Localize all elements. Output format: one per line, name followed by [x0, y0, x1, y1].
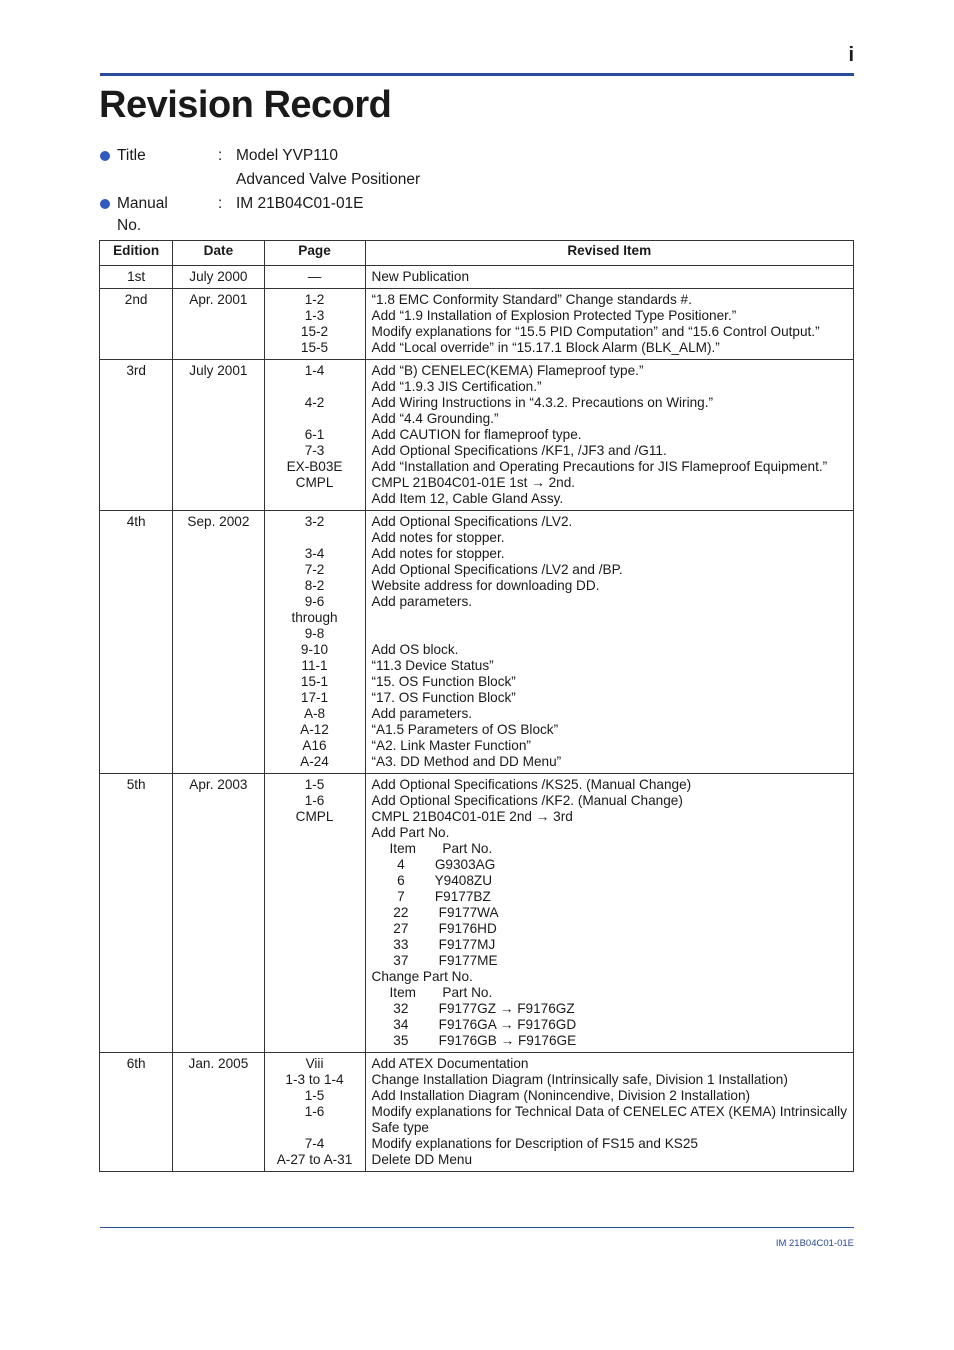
page-number: i: [848, 44, 854, 66]
revision-table-body: [100, 266, 854, 1172]
revised-item: 34 F9176GA → F9176GD: [389, 1017, 577, 1032]
page-ref: 9-6: [304, 594, 325, 609]
revised-item: Add “Installation and Operating Precautions for JIS Flameproof Equipment.”: [371, 459, 828, 474]
page-ref: 1-3: [304, 308, 325, 323]
page-ref: 6-1: [304, 427, 325, 442]
revised-item: Add “1.9.3 JIS Certification.”: [371, 379, 542, 394]
revised-item: Add ATEX Documentation: [371, 1056, 529, 1071]
page-cell: [264, 1053, 365, 1172]
revised-item: Add Optional Specifications /KF1, /JF3 and /G11.: [371, 443, 667, 458]
table-row: [100, 774, 854, 1053]
revised-item: 37 F9177ME: [389, 953, 498, 968]
revised-item: Add Wiring Instructions in “4.3.2. Precautions on Wiring.”: [371, 395, 714, 410]
page-ref: 1-2: [304, 292, 325, 307]
page-cell: [264, 266, 365, 289]
page-title: Revision Record: [99, 84, 392, 126]
revised-item: Add Optional Specifications /LV2.: [371, 514, 573, 529]
page-ref: 1-3 to 1-4: [285, 1072, 344, 1087]
table-header-row: [100, 241, 854, 266]
edition-cell: 4th: [100, 511, 173, 774]
date-cell: Apr. 2001: [173, 289, 264, 360]
revised-item: Safe type: [371, 1120, 429, 1135]
page-ref: 3-4: [304, 546, 325, 561]
table-row: [100, 266, 854, 289]
page-ref: 1-5: [304, 777, 325, 792]
header-date: Date: [173, 241, 264, 266]
header-revised-item: Revised Item: [365, 241, 853, 266]
page-ref: 4-2: [304, 395, 325, 410]
revised-item: Modify explanations for Description of FS15 and KS25: [371, 1136, 698, 1151]
revised-item: “A2. Link Master Function”: [371, 738, 531, 753]
page-ref: A16: [302, 738, 327, 753]
revised-item: Add Optional Specifications /KS25. (Manual Change): [371, 777, 692, 792]
revised-item: “15. OS Function Block”: [371, 674, 516, 689]
edition-cell: 1st: [100, 266, 173, 289]
page-ref: [267, 411, 363, 427]
page-ref: 8-2: [304, 578, 325, 593]
revised-item: Add Optional Specifications /LV2 and /BP.: [371, 562, 623, 577]
header-page: Page: [264, 241, 365, 266]
revised-item: Add Optional Specifications /KF2. (Manual Change): [371, 793, 683, 808]
page-ref: [267, 530, 363, 546]
revised-item: 27 F9176HD: [389, 921, 497, 936]
revised-item: CMPL 21B04C01-01E 1st → 2nd.: [371, 475, 576, 490]
revised-item: Item Part No.: [389, 841, 493, 856]
page-ref: 15-1: [300, 674, 329, 689]
manual-value: IM 21B04C01-01E: [236, 195, 364, 212]
page-ref: —: [307, 269, 322, 284]
table-row: [100, 289, 854, 360]
revised-item: New Publication: [371, 269, 470, 284]
revised-item: Add Installation Diagram (Nonincendive, Division 2 Installation): [371, 1088, 751, 1103]
page-ref: [267, 491, 363, 507]
page-ref: 15-2: [300, 324, 329, 339]
revised-item: Item Part No.: [389, 985, 493, 1000]
page-ref: 1-5: [304, 1088, 325, 1103]
page-ref: A-27 to A-31: [276, 1152, 353, 1167]
page-ref: A-8: [303, 706, 326, 721]
revised-item: 4 G9303AG: [389, 857, 496, 872]
page-ref: 1-6: [304, 793, 325, 808]
revised-item: [372, 626, 847, 642]
page-ref: 9-8: [304, 626, 325, 641]
page-ref: 1-6: [304, 1104, 325, 1119]
revised-item: Add notes for stopper.: [371, 530, 505, 545]
table-row: [100, 1053, 854, 1172]
date-cell: July 2001: [173, 360, 264, 511]
edition-cell: 6th: [100, 1053, 173, 1172]
page-ref: 11-1: [301, 658, 328, 673]
revised-item: Modify explanations for “15.5 PID Computation” and “15.6 Control Output.”: [371, 324, 820, 339]
revised-item-cell: [365, 511, 853, 774]
page-ref: [267, 1120, 363, 1136]
revised-item: Add “B) CENELEC(KEMA) Flameproof type.”: [371, 363, 644, 378]
revised-item: 33 F9177MJ: [389, 937, 496, 952]
date-cell: Sep. 2002: [173, 511, 264, 774]
page-ref: 1-4: [304, 363, 325, 378]
revised-item-cell: [365, 289, 853, 360]
revision-table: [99, 240, 854, 1172]
table-row: [100, 360, 854, 511]
revised-item: Add OS block.: [371, 642, 459, 657]
title-label: Title: [117, 147, 146, 164]
revised-item: 32 F9177GZ → F9176GZ: [389, 1001, 575, 1016]
page-ref: A-24: [300, 754, 329, 769]
page-ref: through: [291, 610, 338, 625]
revised-item: 6 Y9408ZU: [389, 873, 493, 888]
edition-cell: 2nd: [100, 289, 173, 360]
revised-item: Add “4.4 Grounding.”: [371, 411, 499, 426]
edition-cell: 5th: [100, 774, 173, 1053]
page-cell: [264, 511, 365, 774]
revised-item: Modify explanations for Technical Data of CENELEC ATEX (KEMA) Intrinsically: [371, 1104, 847, 1119]
revised-item: 22 F9177WA: [389, 905, 499, 920]
revised-item: “11.3 Device Status”: [371, 658, 494, 673]
revised-item: Add Item 12, Cable Gland Assy.: [371, 491, 564, 506]
edition-cell: 3rd: [100, 360, 173, 511]
page-ref: 7-3: [304, 443, 325, 458]
bullet-icon: [100, 151, 110, 161]
page-ref: 7-2: [304, 562, 325, 577]
revised-item: Add parameters.: [371, 594, 473, 609]
page-ref: CMPL: [295, 475, 334, 490]
revised-item: Change Installation Diagram (Intrinsically safe, Division 1 Installation): [371, 1072, 788, 1087]
date-cell: Jan. 2005: [173, 1053, 264, 1172]
manual-label: Manual No.: [117, 195, 168, 234]
page-ref: [267, 379, 363, 395]
revised-item: Add parameters.: [371, 706, 473, 721]
revised-item-cell: [365, 1053, 853, 1172]
revised-item-cell: [365, 360, 853, 511]
revised-item: Add notes for stopper.: [371, 546, 505, 561]
revised-item: 35 F9176GB → F9176GE: [389, 1033, 577, 1048]
revised-item: [372, 610, 847, 626]
revised-item: Add CAUTION for flameproof type.: [371, 427, 582, 442]
header-edition: Edition: [100, 241, 173, 266]
page-ref: 3-2: [304, 514, 325, 529]
page-ref: EX-B03E: [286, 459, 343, 474]
revised-item: Add “1.9 Installation of Explosion Protected Type Positioner.”: [371, 308, 737, 323]
page-cell: [264, 289, 365, 360]
title-colon: :: [218, 147, 223, 164]
page-cell: [264, 774, 365, 1053]
date-cell: Apr. 2003: [173, 774, 264, 1053]
header-rule: [100, 73, 854, 76]
revised-item: 7 F9177BZ: [389, 889, 491, 904]
page-ref: A-12: [300, 722, 329, 737]
revised-item: CMPL 21B04C01-01E 2nd → 3rd: [371, 809, 573, 824]
page-ref: CMPL: [295, 809, 334, 824]
revised-item: Add “Local override” in “15.17.1 Block Alarm (BLK_ALM).”: [371, 340, 720, 355]
revised-item: “17. OS Function Block”: [371, 690, 516, 705]
revised-item: Change Part No.: [371, 969, 473, 984]
revised-item-cell: [365, 266, 853, 289]
revised-item: Add Part No.: [371, 825, 450, 840]
revised-item: “1.8 EMC Conformity Standard” Change standards #.: [371, 292, 692, 307]
page-cell: [264, 360, 365, 511]
date-cell: July 2000: [173, 266, 264, 289]
footer-doc-number: IM 21B04C01-01E: [775, 1238, 854, 1249]
footer-rule: [100, 1227, 854, 1228]
revised-item: “A3. DD Method and DD Menu”: [371, 754, 562, 769]
title-value-line1: Model YVP110: [236, 147, 338, 164]
page-ref: Viii: [305, 1056, 324, 1071]
page-ref: 7-4: [304, 1136, 325, 1151]
manual-colon: :: [218, 195, 223, 212]
page-ref: 9-10: [300, 642, 329, 657]
bullet-icon: [100, 199, 110, 209]
page-ref: 15-5: [300, 340, 329, 355]
page-ref: 17-1: [300, 690, 329, 705]
revised-item: Website address for downloading DD.: [371, 578, 600, 593]
revised-item: Delete DD Menu: [371, 1152, 473, 1167]
table-row: [100, 511, 854, 774]
revised-item-cell: [365, 774, 853, 1053]
revised-item: “A1.5 Parameters of OS Block”: [371, 722, 559, 737]
title-value-line2: Advanced Valve Positioner: [236, 171, 421, 188]
